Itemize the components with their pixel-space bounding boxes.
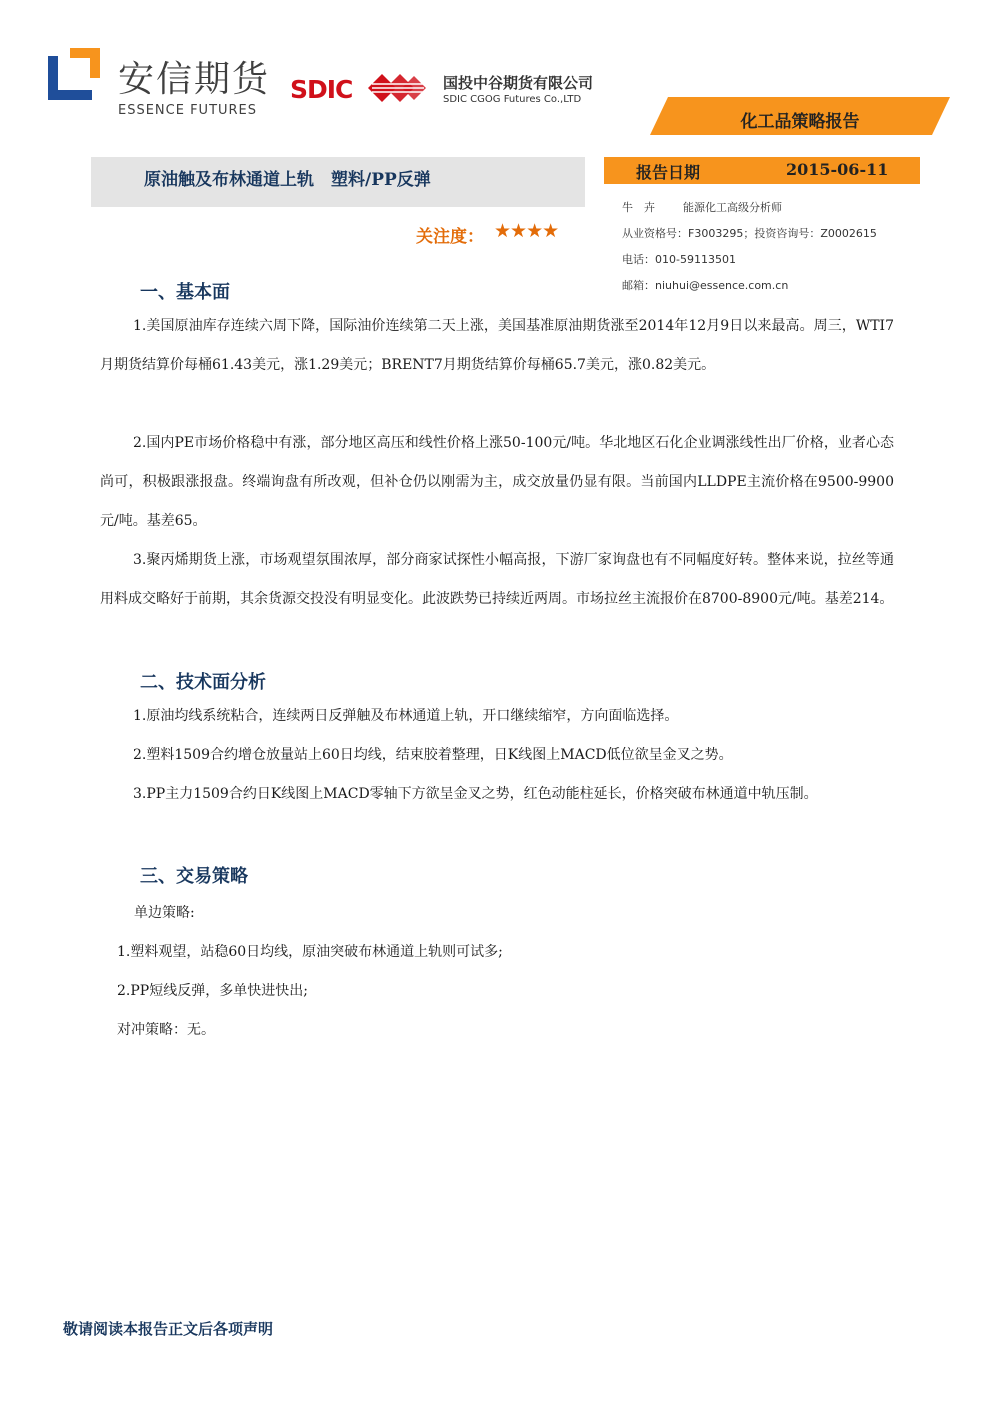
analyst-phone: 电话：010-59113501 — [622, 253, 736, 266]
section-heading-strategy: 三、交易策略 — [140, 866, 248, 887]
section-heading-technical: 二、技术面分析 — [140, 672, 266, 693]
section-heading-fundamentals: 一、基本面 — [140, 282, 230, 303]
single-strategy-label: 单边策略: — [134, 905, 195, 921]
focus-stars: ★★★★ — [494, 220, 559, 242]
fundamentals-paragraph-3: 3.聚丙烯期货上涨，市场观望氛围浓厚，部分商家试探性小幅高报，下游厂家询盘也有不同幅度好转。整体来说，拉丝等通用料成交略好于前期，其余货源交投没有明显变化。此波跌势已持续近两周。市场拉丝主流报价在8700-8900元/吨。基差214。 — [100, 552, 894, 607]
sdic-full-name-en: SDIC CGOG Futures Co.,LTD — [443, 94, 582, 105]
strategy-item-2: 2.PP短线反弹，多单快进快出; — [117, 983, 308, 999]
essence-logo-icon — [48, 48, 100, 100]
report-date-label: 报告日期 — [636, 163, 701, 182]
report-date-value: 2015-06-11 — [786, 160, 889, 179]
hedge-strategy: 对冲策略：无。 — [117, 1022, 215, 1038]
technical-paragraph-3: 3.PP主力1509合约日K线图上MACD零轴下方欲呈金叉之势，红色动能柱延长，价格突破布林通道中轨压制。 — [133, 786, 818, 802]
analyst-email: 邮箱：niuhui@essence.com.cn — [622, 279, 789, 292]
analyst-cert: 从业资格号：F3003295；投资咨询号：Z0002615 — [622, 227, 877, 240]
technical-paragraph-1: 1.原油均线系统粘合，连续两日反弹触及布林通道上轨，开口继续缩窄，方向面临选择。 — [133, 708, 679, 724]
fundamentals-paragraph-2: 2.国内PE市场价格稳中有涨，部分地区高压和线性价格上涨50-100元/吨。华北地区石化企业调涨线性出厂价格，业者心态尚可，积极跟涨报盘。终端询盘有所改观，但补仓仍以刚需为主，成交放量仍显有限。当前国内LLDPE主流价格在9500-9900元/吨。基差65。 — [100, 435, 894, 529]
focus-label: 关注度： — [416, 227, 484, 247]
sdic-logo-icon — [368, 70, 428, 106]
fundamentals-paragraph-1: 1.美国原油库存连续六周下降，国际油价连续第二天上涨，美国基准原油期货涨至2014年12月9日以来最高。周三，WTI7月期货结算价每桶61.43美元，涨1.29美元；BRENT7月期货结算价每桶65.7美元，涨0.82美元。 — [100, 318, 894, 373]
sdic-full-name-cn: 国投中谷期货有限公司 — [443, 74, 594, 92]
essence-name-en: ESSENCE FUTURES — [118, 103, 258, 118]
analyst-name: 牛 卉 — [622, 201, 655, 214]
sdic-logo-text: SDIC — [290, 75, 353, 104]
analyst-role: 能源化工高级分析师 — [683, 201, 782, 214]
technical-paragraph-2: 2.塑料1509合约增仓放量站上60日均线，结束胶着整理，日K线图上MACD低位欲呈金叉之势。 — [133, 747, 733, 763]
disclaimer-note: 敬请阅读本报告正文后各项声明 — [63, 1320, 274, 1338]
report-type: 化工品策略报告 — [740, 112, 860, 132]
strategy-item-1: 1.塑料观望，站稳60日均线，原油突破布林通道上轨则可试多; — [117, 944, 503, 960]
report-title: 原油触及布林通道上轨 塑料/PP反弹 — [144, 170, 431, 190]
essence-name-cn: 安信期货 — [118, 59, 271, 100]
